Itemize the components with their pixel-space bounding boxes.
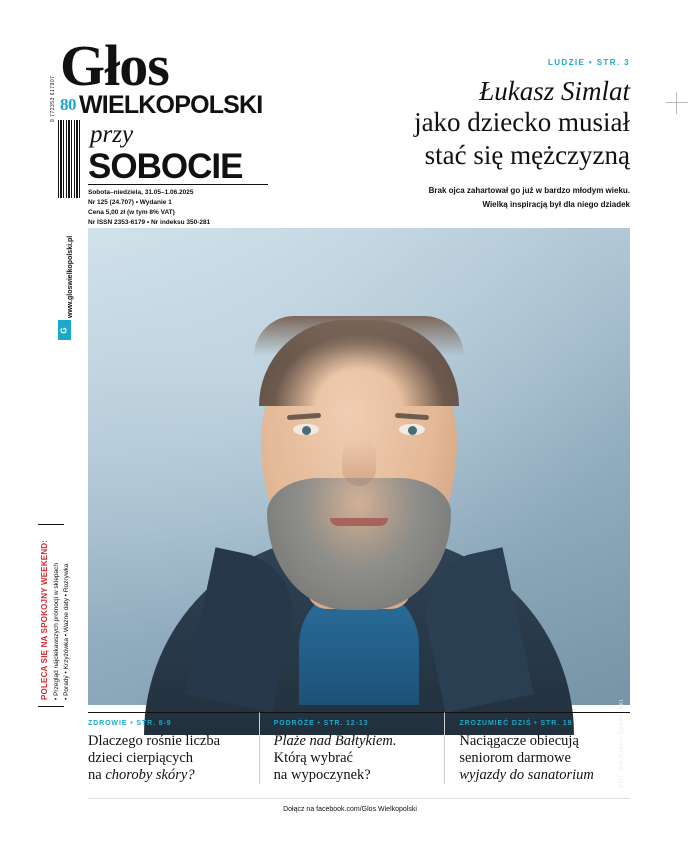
lead-kicker[interactable]: LUDZIE • STR. 3 [547,58,630,67]
teaser-understand-line1: Naciągacze obiecują [459,733,579,749]
portrait-pupil-left [302,426,311,435]
lead-deck-line1: Brak ojca zahartował go już w bardzo młodym wieku. [428,186,630,196]
imprint-price: Cena 5,00 zł (w tym 8% VAT) [88,209,175,217]
teaser-travel-headline [274,733,431,784]
lead-headline-line2: stać się mężczyzną [424,139,630,170]
section-marker [58,320,71,340]
left-teaser-item-1: • Przegląd najciekawszych promocji w sklepach [53,562,60,700]
logo-wielkopolski-text: WIELKOPOLSKI [79,90,263,119]
imprint-date: Sobota–niedziela, 31.05–1.06.2025 [88,189,194,196]
teaser-travel-kicker: PODRÓŻE • STR. 12-13 [273,720,369,727]
teaser-health-line3 [88,767,245,784]
lead-subject-name: Łukasz Simlat [479,76,630,106]
logo-secondary [60,91,300,120]
portrait-mouth [330,518,388,526]
teaser-understand-today[interactable] [444,712,630,784]
barcode [58,120,80,216]
barcode-bars [58,120,80,198]
teaser-understand-line3: wyjazdy do sanatorium [459,767,594,784]
teaser-health-line2: dzieci cierpiących [88,750,194,767]
imprint-issn: Nr ISSN 2353-6179 • Nr indeksu 350-281 [88,219,211,227]
left-vertical-teaser [40,520,72,700]
left-teaser-items [52,520,72,700]
teaser-understand-kicker: ZROZUMIEĆ DZIŚ • STR. 19 [459,720,573,727]
footer-divider [88,798,630,799]
imprint-issue: Nr 125 (24.707) • Wydanie 1 [88,199,172,207]
portrait-hairline [254,316,464,356]
supplement-title [88,122,242,184]
teaser-travel[interactable] [259,712,445,784]
bottom-teaser-row [88,712,630,784]
barcode-number: 9 772353 617907 [50,75,56,122]
teaser-travel-line3: na wypoczynek? [273,767,371,784]
portrait-pupil-right [408,426,417,435]
photo-credit: FOT. WOJCIECH SZABELSKI [619,699,625,788]
logo-primary [60,33,300,98]
teaser-understand-headline [459,733,616,784]
footer-social[interactable]: Dołącz na facebook.com/Glos Wielkopolski [283,806,417,813]
imprint-block [88,188,278,228]
registration-crossmark-icon [666,92,688,114]
teaser-understand-line2: seniorom darmowe [459,750,571,767]
supplement-title-line2: SOBOCIE [88,147,243,186]
teaser-travel-line2: Którą wybrać [273,750,353,767]
website-url: www.gloswielkopolski.pl [67,235,74,318]
logo-glos-text: Głos [60,33,169,98]
supplement-title-line1: przy [90,121,134,148]
lead-story [318,58,630,211]
anniversary-badge: 80 [60,95,76,115]
teaser-health-line3-plain: na [88,767,106,784]
teaser-health-line3-italic: choroby skóry? [105,767,195,784]
teaser-travel-line1: Plaże nad Bałtykiem. [273,733,397,749]
teaser-health-line1: Dlaczego rośnie liczba [88,733,221,749]
left-teaser-item-2: • Poradý • Krzyżówka • Ważne daty • Rozrywka [62,563,70,700]
supplement-divider [88,184,268,185]
left-teaser-title: POLECA SIĘ NA SPOKOJNY WEEKEND: [40,539,49,700]
masthead [60,33,300,120]
teaser-health-headline [88,733,245,784]
lead-deck [318,184,630,210]
teaser-health[interactable] [88,712,259,784]
section-marker-label: G [59,326,69,334]
lead-headline-line1: jako dziecko musiał [414,107,630,138]
teaser-health-kicker: ZDROWIE • STR. 8-9 [88,720,172,727]
lead-deck-line2: Wielką inspiracją był dla niego dziadek [482,199,630,209]
left-teaser-rule-bottom [38,706,64,707]
